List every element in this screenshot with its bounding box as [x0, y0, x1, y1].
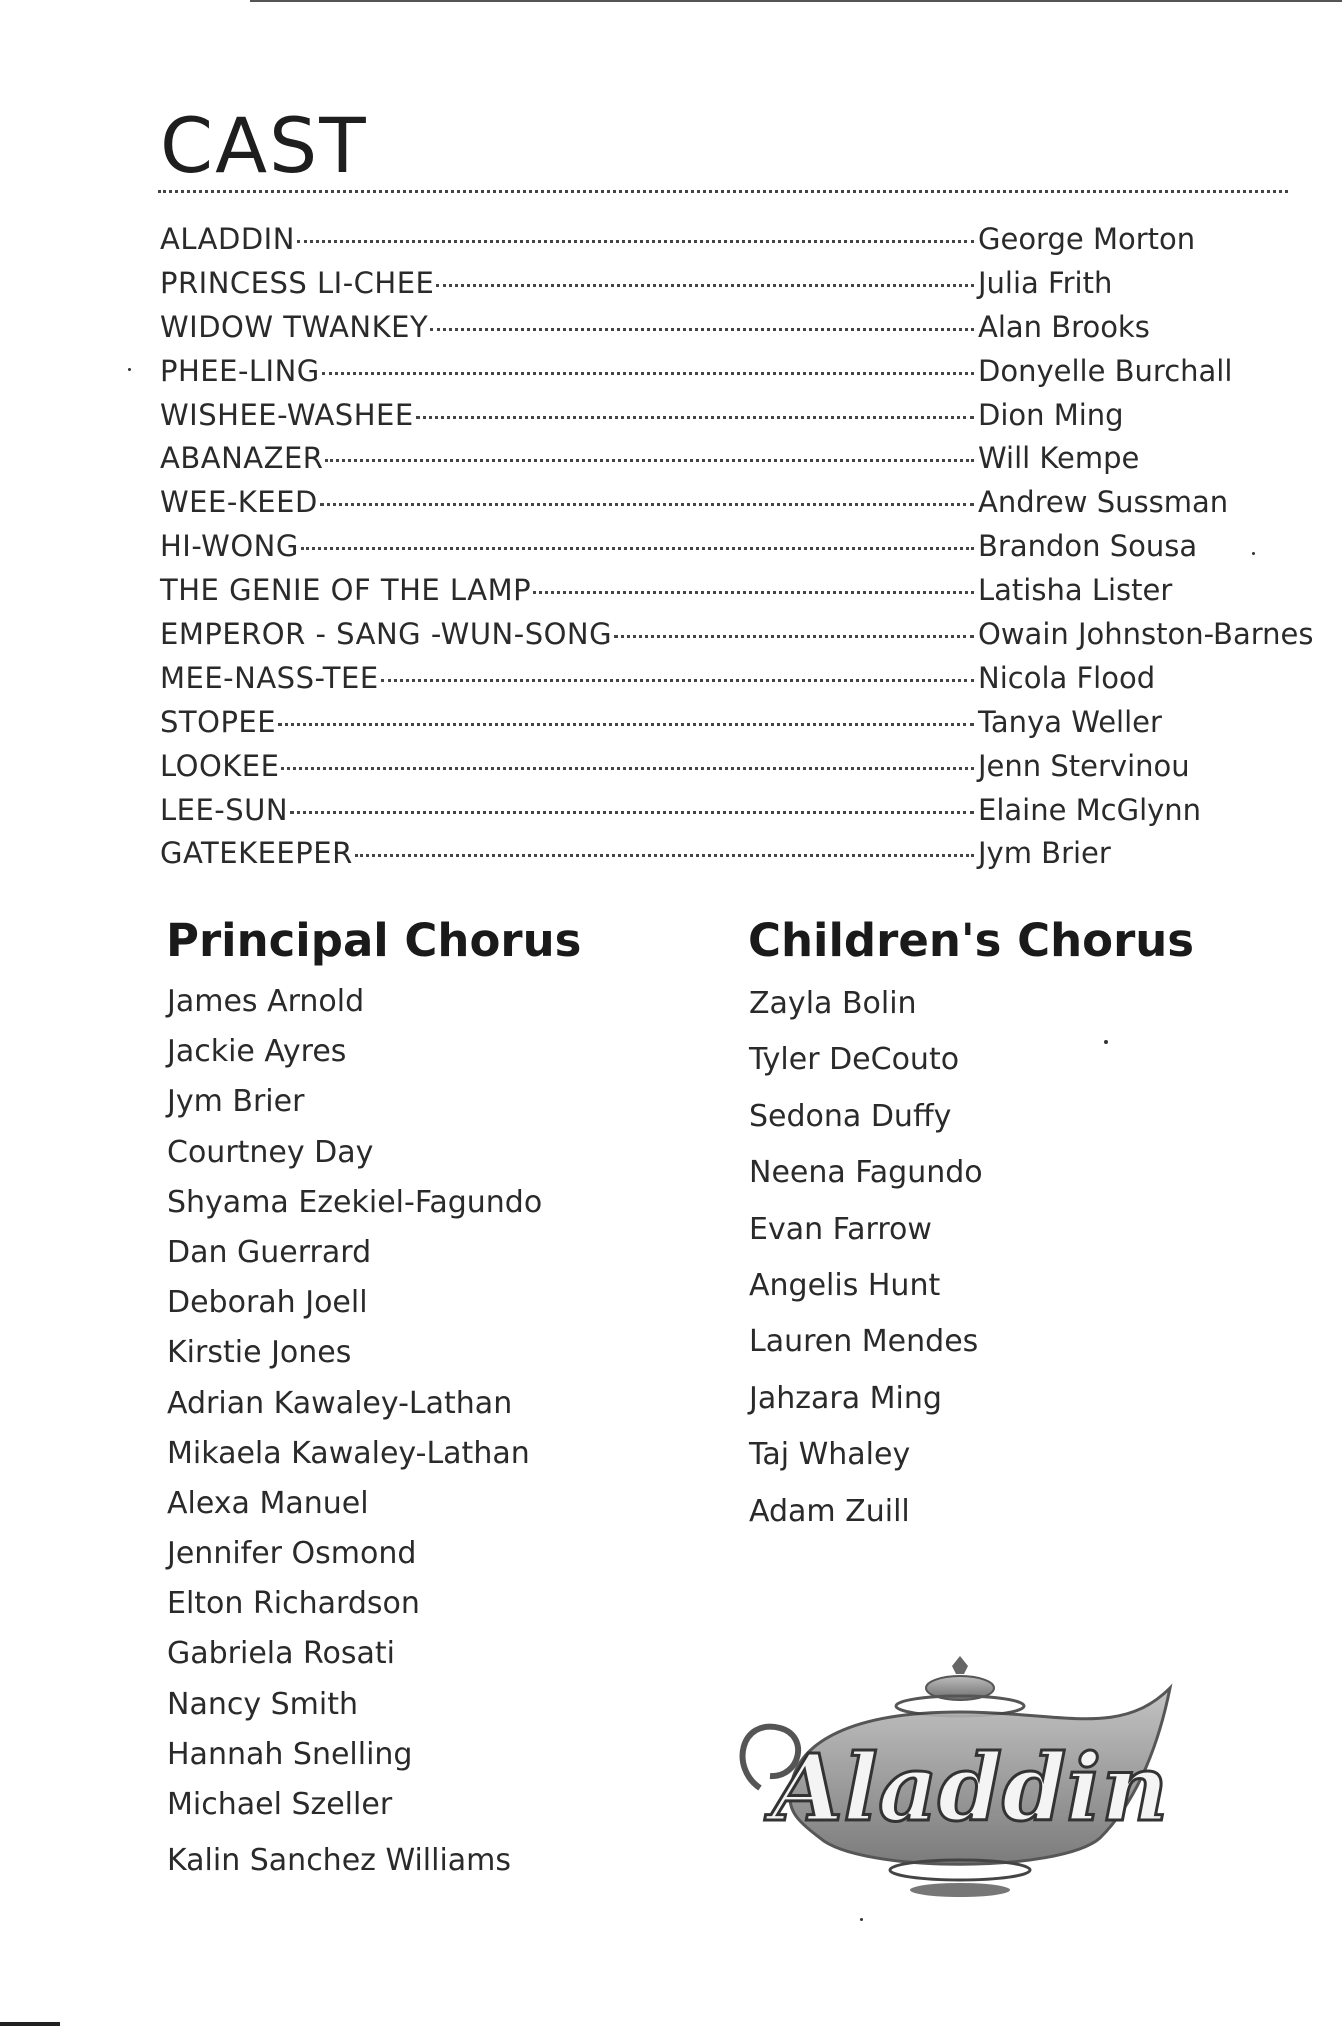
- cast-actor: Julia Frith: [978, 265, 1113, 300]
- principal-chorus-member: Michael Szeller: [167, 1787, 393, 1822]
- principal-chorus-member: Hannah Snelling: [167, 1736, 413, 1772]
- leader-dots: [322, 372, 974, 375]
- cast-actor: Nicola Flood: [978, 660, 1156, 695]
- principal-chorus-member: Jennifer Osmond: [167, 1536, 417, 1572]
- cast-row: [160, 398, 1300, 442]
- cast-row: [160, 661, 1300, 705]
- cast-list: [160, 222, 1314, 880]
- cast-title: CAST: [160, 101, 368, 190]
- cast-row: [160, 749, 1300, 793]
- principal-chorus-member: Dan Guerrard: [167, 1234, 372, 1270]
- childrens-chorus-member: Neena Fagundo: [749, 1155, 983, 1191]
- childrens-chorus-member: Adam Zuill: [749, 1493, 910, 1529]
- leader-dots: [430, 328, 974, 331]
- principal-chorus-member: Nancy Smith: [167, 1686, 359, 1722]
- cast-role: EMPEROR - SANG -WUN-SONG: [160, 617, 613, 652]
- cast-actor: Will Kempe: [978, 441, 1140, 476]
- cast-row: [160, 354, 1300, 398]
- leader-dots: [290, 811, 974, 814]
- childrens-chorus-list: [749, 986, 983, 1550]
- cast-actor: Andrew Sussman: [978, 485, 1229, 520]
- cast-role: MEE-NASS-TEE: [160, 660, 379, 695]
- cast-row: [160, 793, 1300, 837]
- childrens-chorus-member: Sedona Duffy: [749, 1098, 952, 1134]
- cast-row: [160, 573, 1300, 617]
- leader-dots: [416, 416, 974, 419]
- principal-chorus-member: Deborah Joell: [167, 1285, 368, 1321]
- childrens-chorus-heading: Children's Chorus: [748, 914, 1195, 967]
- principal-chorus-member: Elton Richardson: [167, 1586, 420, 1622]
- cast-row: [160, 705, 1300, 749]
- cast-role: WEE-KEED: [160, 485, 318, 520]
- cast-actor: Alan Brooks: [978, 309, 1150, 344]
- cast-role: LOOKEE: [160, 748, 280, 783]
- leader-dots: [381, 679, 974, 682]
- cast-row: [160, 617, 1314, 661]
- childrens-chorus-member: Zayla Bolin: [749, 986, 917, 1021]
- cast-role: THE GENIE OF THE LAMP: [160, 573, 532, 608]
- cast-row: [160, 836, 1300, 880]
- principal-chorus-member: Adrian Kawaley-Lathan: [167, 1385, 513, 1421]
- leader-dots: [614, 635, 974, 638]
- cast-role: ALADDIN: [160, 222, 295, 256]
- childrens-chorus-member: Taj Whaley: [749, 1437, 911, 1473]
- logo-text: Aladdin: [771, 1734, 1169, 1842]
- principal-chorus-member: Shyama Ezekiel-Fagundo: [167, 1184, 543, 1220]
- cast-row: [160, 310, 1300, 354]
- cast-role: WIDOW TWANKEY: [160, 309, 429, 344]
- principal-chorus-list: [167, 984, 542, 1893]
- print-speck: [1252, 552, 1255, 555]
- print-speck: [1104, 1040, 1108, 1044]
- cast-role: PHEE-LING: [160, 353, 320, 388]
- cast-actor: Latisha Lister: [978, 573, 1173, 608]
- leader-dots: [355, 854, 974, 857]
- childrens-chorus-member: Jahzara Ming: [749, 1380, 942, 1416]
- cast-actor: Jenn Stervinou: [978, 748, 1190, 783]
- cast-actor: Owain Johnston-Barnes: [978, 617, 1314, 652]
- cast-row: [160, 266, 1300, 310]
- leader-dots: [301, 547, 974, 550]
- principal-chorus-member: Mikaela Kawaley-Lathan: [167, 1435, 530, 1471]
- cast-role: ABANAZER: [160, 441, 324, 476]
- cast-row: [160, 485, 1300, 529]
- leader-dots: [533, 591, 974, 594]
- cast-role: HI-WONG: [160, 529, 299, 564]
- principal-chorus-member: Jym Brier: [167, 1084, 305, 1120]
- print-speck: [128, 368, 131, 371]
- cast-role: PRINCESS LI-CHEE: [160, 265, 435, 300]
- cast-actor: Jym Brier: [978, 836, 1111, 871]
- cast-row: [160, 441, 1300, 485]
- cast-actor: Dion Ming: [978, 397, 1124, 432]
- leader-dots: [325, 459, 974, 462]
- print-speck: [860, 1918, 863, 1921]
- bottom-edge-rule: [0, 2022, 60, 2026]
- leader-dots: [320, 503, 974, 506]
- leader-dots: [278, 723, 974, 726]
- principal-chorus-heading: Principal Chorus: [166, 914, 582, 967]
- principal-chorus-member: Jackie Ayres: [167, 1034, 347, 1070]
- principal-chorus-member: Kalin Sanchez Williams: [167, 1843, 512, 1879]
- aladdin-logo: [720, 1648, 1200, 1908]
- cast-role: STOPEE: [160, 704, 277, 739]
- cast-actor: Brandon Sousa: [978, 529, 1198, 564]
- cast-role: WISHEE-WASHEE: [160, 397, 414, 432]
- cast-row: [160, 222, 1300, 266]
- cast-actor: Elaine McGlynn: [978, 792, 1202, 827]
- leader-dots: [297, 240, 974, 243]
- leader-dots: [281, 767, 974, 770]
- principal-chorus-member: Kirstie Jones: [167, 1335, 352, 1371]
- principal-chorus-member: Courtney Day: [167, 1134, 374, 1170]
- cast-role: LEE-SUN: [160, 792, 289, 827]
- principal-chorus-member: James Arnold: [167, 984, 365, 1019]
- cast-row: [160, 529, 1300, 573]
- cast-actor: Donyelle Burchall: [978, 353, 1233, 388]
- cast-title-dotted-rule: [158, 190, 1288, 193]
- childrens-chorus-member: Angelis Hunt: [749, 1267, 941, 1303]
- childrens-chorus-member: Lauren Mendes: [749, 1324, 979, 1360]
- cast-actor: Tanya Weller: [978, 704, 1162, 739]
- principal-chorus-member: Gabriela Rosati: [167, 1636, 396, 1672]
- top-edge-rule: [250, 0, 1342, 2]
- principal-chorus-member: Alexa Manuel: [167, 1485, 369, 1521]
- leader-dots: [436, 284, 974, 287]
- cast-role: GATEKEEPER: [160, 836, 353, 871]
- childrens-chorus-member: Tyler DeCouto: [749, 1042, 960, 1078]
- cast-actor: George Morton: [978, 222, 1196, 256]
- childrens-chorus-member: Evan Farrow: [749, 1211, 932, 1247]
